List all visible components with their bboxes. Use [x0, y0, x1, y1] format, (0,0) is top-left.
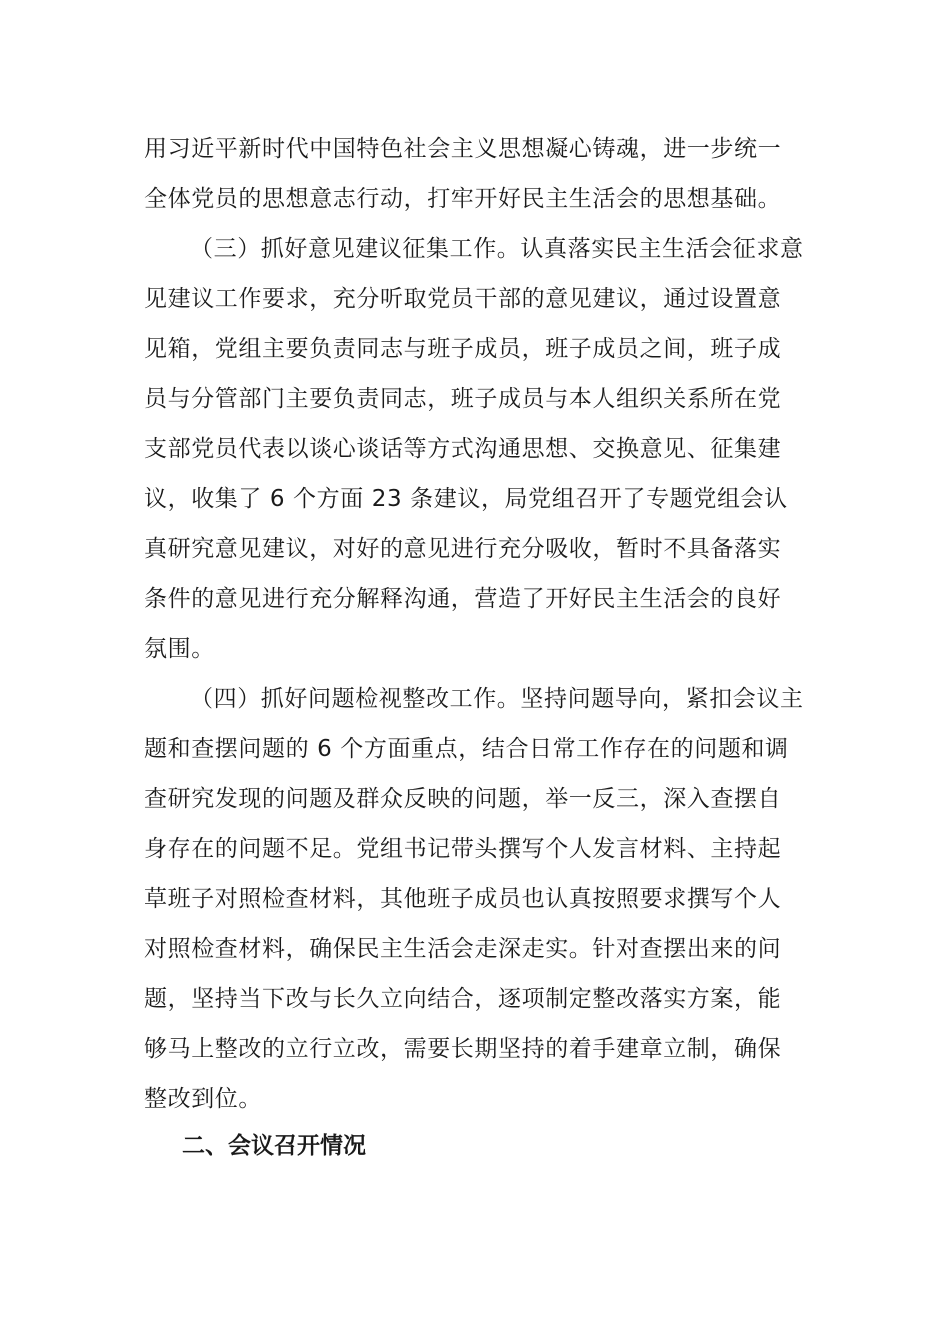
- text-line: 草班子对照检查材料，其他班子成员也认真按照要求撰写个人: [144, 886, 782, 912]
- text-line: 全体党员的思想意志行动，打牢开好民主生活会的思想基础。: [144, 186, 782, 212]
- text-line: 题和查摆问题的 6 个方面重点，结合日常工作存在的问题和调: [144, 736, 789, 762]
- section-three-first-line: （三）抓好意见建议征集工作。认真落实民主生活会征求意: [190, 236, 804, 262]
- section-heading: 二、会议召开情况: [182, 1133, 366, 1159]
- text-line: 条件的意见进行充分解释沟通，营造了开好民主生活会的良好: [144, 586, 782, 612]
- text-line: 查研究发现的问题及群众反映的问题，举一反三，深入查摆自: [144, 786, 782, 812]
- text-line: 对照检查材料，确保民主生活会走深走实。针对查摆出来的问: [144, 936, 782, 962]
- text-line: 真研究意见建议，对好的意见进行充分吸收，暂时不具备落实: [144, 536, 782, 562]
- text-line: 整改到位。: [144, 1086, 262, 1112]
- text-line: 氛围。: [144, 636, 215, 662]
- text-line: 见建议工作要求，充分听取党员干部的意见建议，通过设置意: [144, 286, 782, 312]
- section-four-first-line: （四）抓好问题检视整改工作。坚持问题导向，紧扣会议主: [190, 686, 804, 712]
- text-line: 议，收集了 6 个方面 23 条建议，局党组召开了专题党组会认: [144, 486, 788, 512]
- text-line: 身存在的问题不足。党组书记带头撰写个人发言材料、主持起: [144, 836, 782, 862]
- text-line: 用习近平新时代中国特色社会主义思想凝心铸魂，进一步统一: [144, 136, 782, 162]
- text-line: 见箱，党组主要负责同志与班子成员，班子成员之间，班子成: [144, 336, 782, 362]
- text-line: 员与分管部门主要负责同志，班子成员与本人组织关系所在党: [144, 386, 782, 412]
- text-line: 支部党员代表以谈心谈话等方式沟通思想、交换意见、征集建: [144, 436, 782, 462]
- text-line: 够马上整改的立行立改，需要长期坚持的着手建章立制，确保: [144, 1036, 782, 1062]
- text-line: 题，坚持当下改与长久立向结合，逐项制定整改落实方案，能: [144, 986, 782, 1012]
